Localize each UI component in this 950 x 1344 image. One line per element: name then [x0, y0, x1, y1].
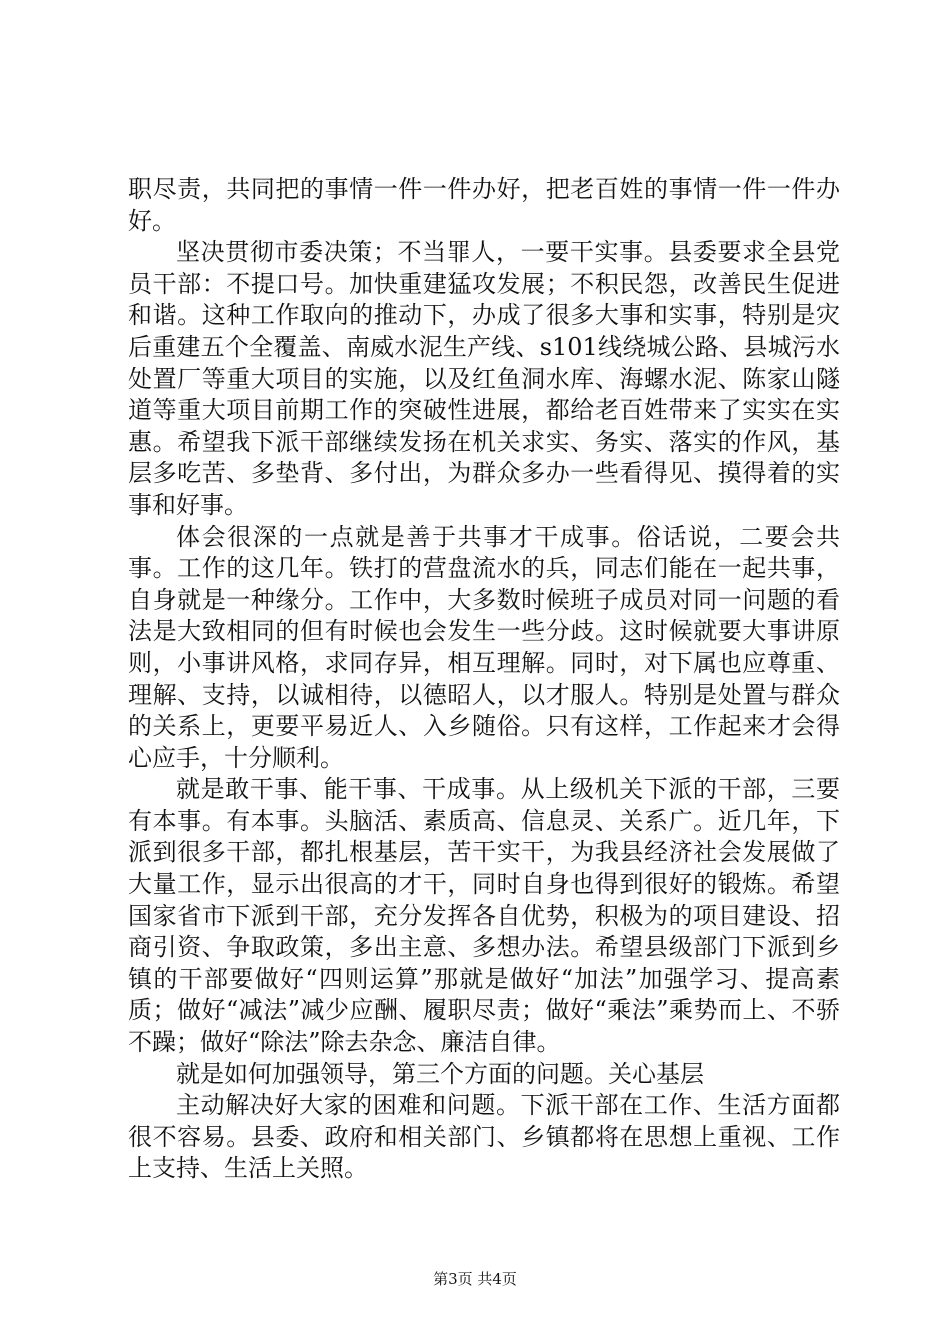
- document-body: [128, 174, 840, 1185]
- paragraph-implement-decisions: 坚决贯彻市委决策；不当罪人，一要干实事。县委要求全县党员干部：不提口号。加快重建猛攻发展；不积民怨，改善民生促进和谐。这种工作取向的推动下，办成了很多大事和实事，特别是灾后重建五个全覆盖、南威水泥生产线、s101线绕城公路、县城污水处置厂等重大项目的实施，以及红鱼洞水库、海螺水泥、陈家山隧道等重大项目前期工作的突破性进展，都给老百姓带来了实实在实惠。希望我下派干部继续发扬在机关求实、务实、落实的作风，基层多吃苦、多垫背、多付出，为群众多办一些看得见、摸得着的实事和好事。: [128, 238, 840, 519]
- page-footer: 第3页 共4页: [433, 1270, 517, 1288]
- paragraph-capability: 就是敢干事、能干事、干成事。从上级机关下派的干部，三要有本事。有本事。头脑活、素质高、信息灵、关系广。近几年，下派到很多干部，都扎根基层，苦干实干，为我县经济社会发展做了大量工作，显示出很高的才干，同时自身也得到很好的锻炼。希望国家省市下派到干部，充分发挥各自优势，积极为的项目建设、招商引资、争取政策，多出主意、多想办法。希望县级部门下派到乡镇的干部要做好“四则运算”那就是做好“加法”加强学习、提高素质；做好“减法”减少应酬、履职尽责；做好“乘法”乘势而上、不骄不躁；做好“除法”除去杂念、廉洁自律。: [128, 775, 840, 1057]
- paragraph-solve-problems: 主动解决好大家的困难和问题。下派干部在工作、生活方面都很不容易。县委、政府和相关部门、乡镇都将在思想上重视、工作上支持、生活上关照。: [128, 1091, 840, 1183]
- paragraph-work-together: 体会很深的一点就是善于共事才干成事。俗话说，二要会共事。工作的这几年。铁打的营盘流水的兵，同志们能在一起共事，自身就是一种缘分。工作中，大多数时候班子成员对同一问题的看法是大致相同的但有时候也会发生一些分歧。这时候就要大事讲原则，小事讲风格，求同存异，相互理解。同时，对下属也应尊重、理解、支持，以诚相待，以德昭人，以才服人。特别是处置与群众的关系上，更要平易近人、入乡随俗。只有这样，工作起来才会得心应手，十分顺利。: [128, 522, 840, 772]
- paragraph-continuation: 职尽责，共同把的事情一件一件办好，把老百姓的事情一件一件办好。: [128, 175, 840, 235]
- paragraph-leadership: 就是如何加强领导，第三个方面的问题。关心基层: [176, 1059, 704, 1088]
